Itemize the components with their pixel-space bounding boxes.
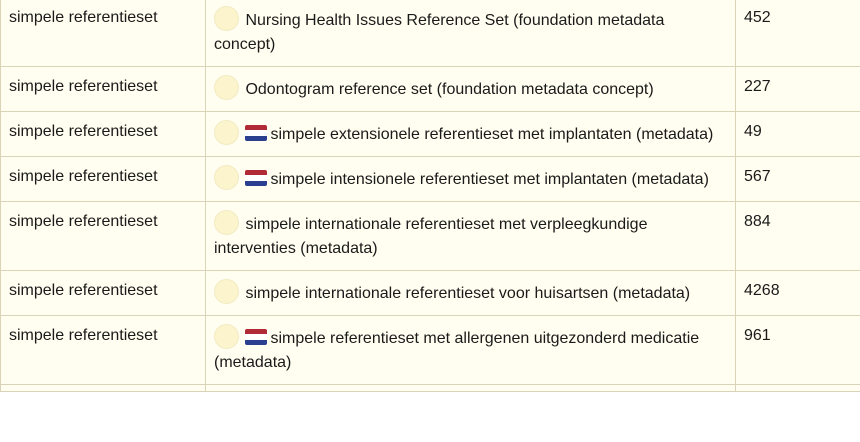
table-row <box>1 271 860 316</box>
refset-type-cell: simpele referentieset <box>1 316 206 385</box>
refset-type-cell: simpele referentieset <box>1 0 206 67</box>
concept-bubble-icon <box>214 75 239 100</box>
refset-name-cell[interactable] <box>206 202 736 271</box>
concept-bubble-icon <box>214 165 239 190</box>
refset-table-body <box>1 0 860 392</box>
concept-bubble-icon <box>214 279 239 304</box>
refset-count-cell: 961 <box>736 316 860 385</box>
table-row <box>1 112 860 157</box>
refset-name[interactable]: simpele intensionele referentieset met implantaten (metadata) <box>270 171 709 188</box>
refset-type-cell: simpele referentieset <box>1 271 206 316</box>
table-row <box>1 202 860 271</box>
refset-count-cell <box>736 385 860 392</box>
refset-type-cell: simpele referentieset <box>1 67 206 112</box>
netherlands-flag-icon <box>245 125 267 141</box>
refset-name-cell[interactable] <box>206 157 736 202</box>
refset-count-cell: 4268 <box>736 271 860 316</box>
concept-bubble-icon <box>214 324 239 349</box>
refset-name[interactable]: Nursing Health Issues Reference Set (foundation metadata concept) <box>214 12 665 53</box>
refset-name[interactable]: simpele internationale referentieset voor huisartsen (metadata) <box>245 285 691 302</box>
refset-name-cell[interactable] <box>206 67 736 112</box>
refset-name[interactable]: Odontogram reference set (foundation metadata concept) <box>245 81 654 98</box>
table-row <box>1 157 860 202</box>
refset-type-cell: simpele referentieset <box>1 202 206 271</box>
refset-count-cell: 452 <box>736 0 860 67</box>
refset-type-cell: simpele referentieset <box>1 112 206 157</box>
table-row <box>1 316 860 385</box>
refset-name-cell[interactable] <box>206 112 736 157</box>
refset-type-cell: simpele referentieset <box>1 157 206 202</box>
refset-type-cell <box>1 385 206 392</box>
netherlands-flag-icon <box>245 170 267 186</box>
table-row-partial <box>1 385 860 392</box>
refset-count-cell: 567 <box>736 157 860 202</box>
refset-name-cell[interactable] <box>206 316 736 385</box>
table-row <box>1 0 860 67</box>
concept-bubble-icon <box>214 120 239 145</box>
refset-count-cell: 884 <box>736 202 860 271</box>
refset-count-cell: 227 <box>736 67 860 112</box>
refset-name[interactable]: simpele internationale referentieset met verpleegkundige interventies (metadata) <box>214 216 648 257</box>
refset-name-cell[interactable] <box>206 271 736 316</box>
netherlands-flag-icon <box>245 329 267 345</box>
table-row <box>1 67 860 112</box>
refset-name-cell <box>206 385 736 392</box>
refset-name-cell[interactable] <box>206 0 736 67</box>
concept-bubble-icon <box>214 210 239 235</box>
refset-name[interactable]: simpele referentieset met allergenen uitgezonderd medicatie (metadata) <box>214 330 700 371</box>
refset-count-cell: 49 <box>736 112 860 157</box>
refset-name[interactable]: simpele extensionele referentieset met implantaten (metadata) <box>270 126 714 143</box>
concept-bubble-icon <box>214 6 239 31</box>
